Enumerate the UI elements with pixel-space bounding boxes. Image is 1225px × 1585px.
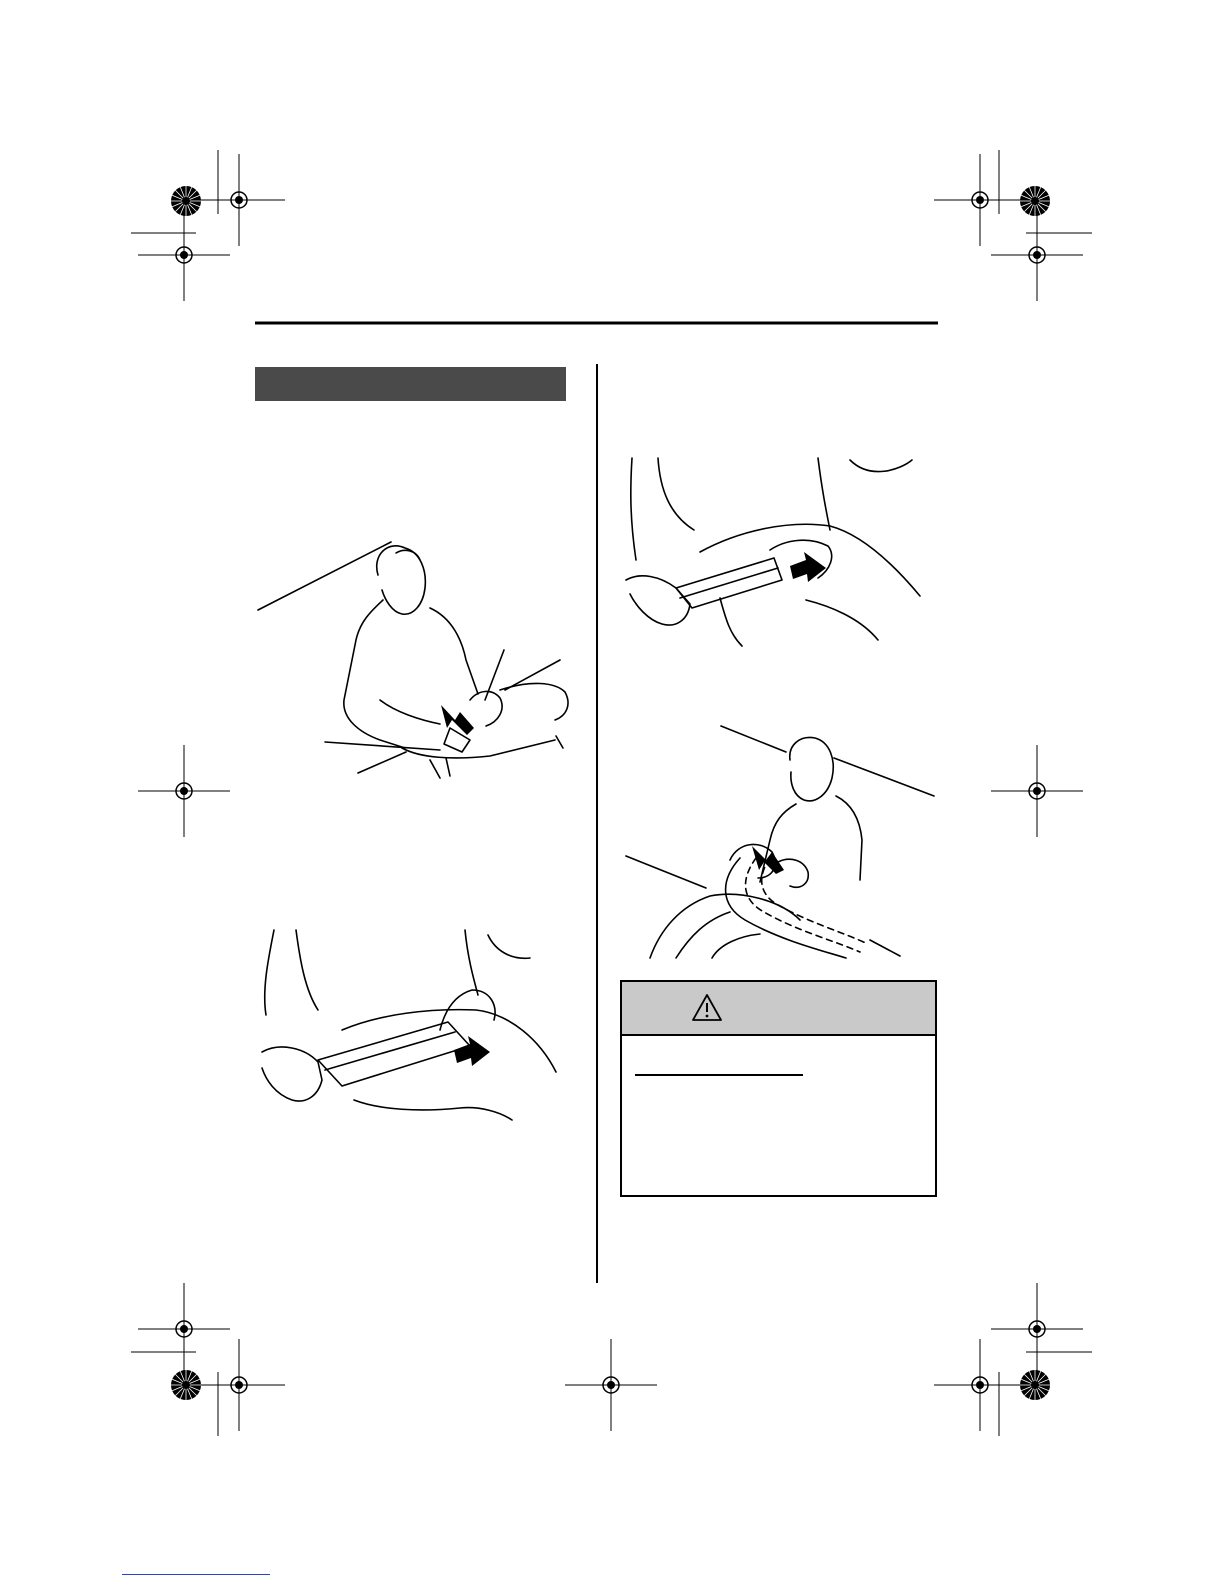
bottom-link-underline[interactable] (122, 1572, 270, 1575)
crop-marks-top (131, 150, 1092, 233)
warning-box (620, 980, 937, 1197)
registration-marks (138, 154, 1083, 1431)
warning-subheading (635, 1056, 803, 1076)
lap-belt-tighten-figure (262, 930, 556, 1120)
warning-triangle-icon (691, 993, 723, 1023)
warning-header (622, 982, 935, 1036)
belt-release-figure (626, 726, 934, 958)
shoulder-belt-tighten-figure (626, 458, 920, 646)
section-heading (255, 367, 566, 401)
buckle-insert-figure (258, 542, 568, 778)
